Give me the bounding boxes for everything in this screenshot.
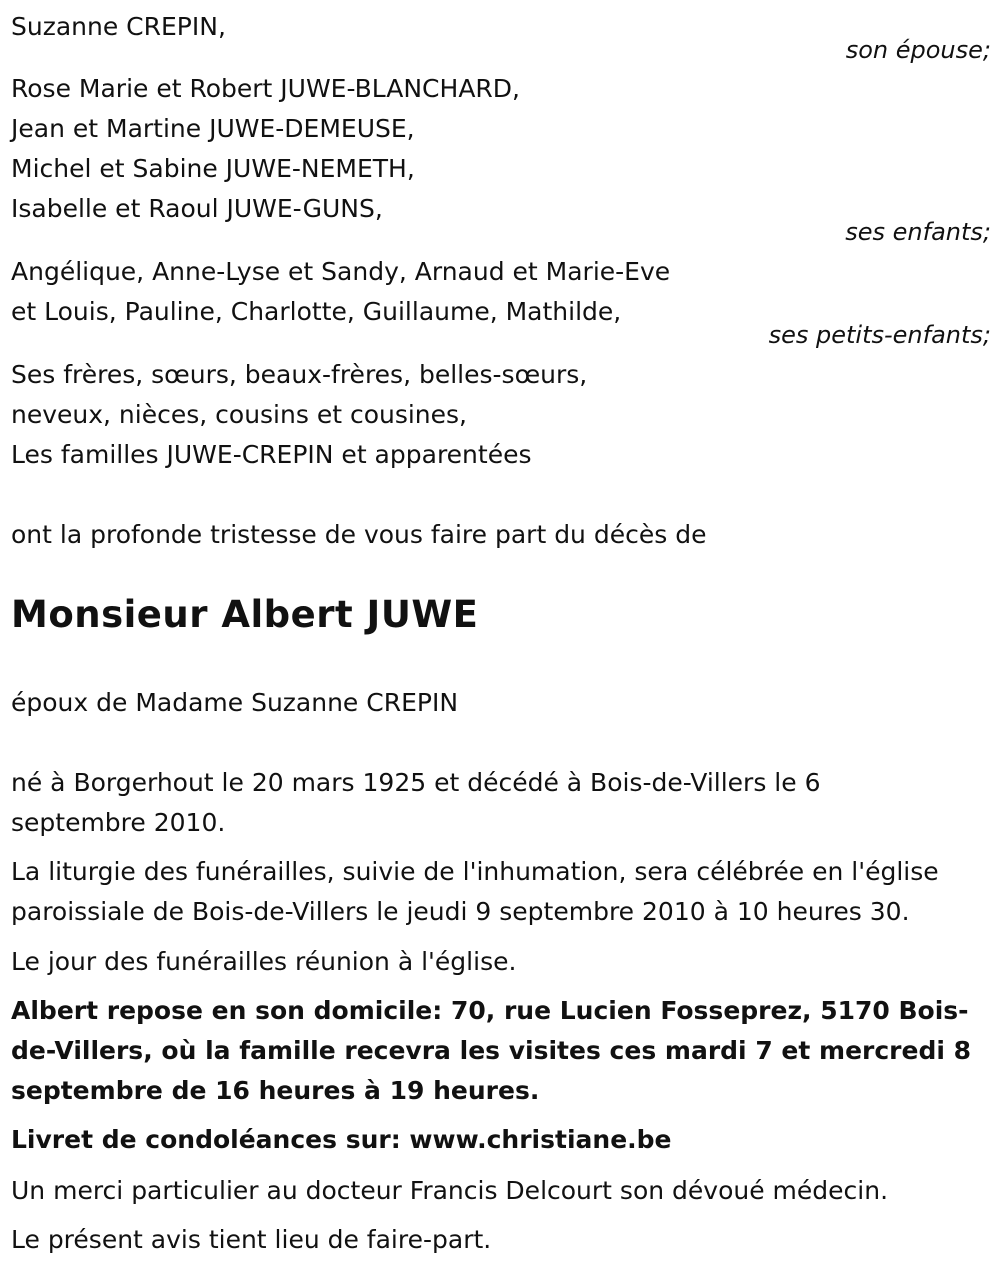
spouse-of-text: époux de Madame Suzanne CREPIN [11, 688, 459, 717]
family-list [11, 355, 587, 475]
family-line: neveux, nièces, cousins et cousines, [11, 400, 468, 429]
spouse-names: Suzanne CREPIN, [11, 12, 226, 41]
condolences-line [11, 1120, 672, 1160]
funeral-text: La liturgie des funérailles, suivie de l'inhumation, sera célébrée en l'église paroissiale de Bois-de-Villers le jeudi 9 septembre 2010 à 10 heures 30. [11, 857, 939, 926]
notice-text: Le présent avis tient lieu de faire-part. [11, 1225, 492, 1254]
child-line: Jean et Martine JUWE-DEMEUSE, [11, 114, 415, 143]
repose-text: Albert repose en son domicile: 70, rue Lucien Fosseprez, 5170 Bois-de-Villers, où la famille recevra les visites ces mardi 7 et mercredi 8 septembre de 16 heures à 19 heures. [11, 996, 972, 1105]
condolences-link[interactable]: www.christiane.be [409, 1125, 672, 1154]
child-line: Michel et Sabine JUWE-NEMETH, [11, 154, 415, 183]
thanks-text: Un merci particulier au docteur Francis Delcourt son dévoué médecin. [11, 1176, 889, 1205]
grandchild-line: et Louis, Pauline, Charlotte, Guillaume, Mathilde, [11, 297, 622, 326]
grandchild-line: Angélique, Anne-Lyse et Sandy, Arnaud et Marie-Eve [11, 257, 671, 286]
spouse-role: son épouse; [845, 36, 991, 64]
grandchildren-list [11, 252, 670, 332]
family-line: Les familles JUWE-CREPIN et apparentées [11, 440, 532, 469]
child-line: Rose Marie et Robert JUWE-BLANCHARD, [11, 74, 520, 103]
grandchildren-role: ses petits-enfants; [768, 321, 991, 349]
children-list [11, 69, 520, 229]
child-line: Isabelle et Raoul JUWE-GUNS, [11, 194, 383, 223]
condolences-label: Livret de condoléances sur: [11, 1125, 410, 1154]
meeting-text: Le jour des funérailles réunion à l'église. [11, 947, 517, 976]
deceased-name: Monsieur Albert JUWE [11, 593, 479, 636]
family-line: Ses frères, sœurs, beaux-frères, belles-sœurs, [11, 360, 588, 389]
birth-death-text: né à Borgerhout le 20 mars 1925 et décédé à Bois-de-Villers le 6 septembre 2010. [11, 768, 821, 837]
announcement-text: ont la profonde tristesse de vous faire part du décès de [11, 520, 707, 549]
children-role: ses enfants; [845, 218, 991, 246]
